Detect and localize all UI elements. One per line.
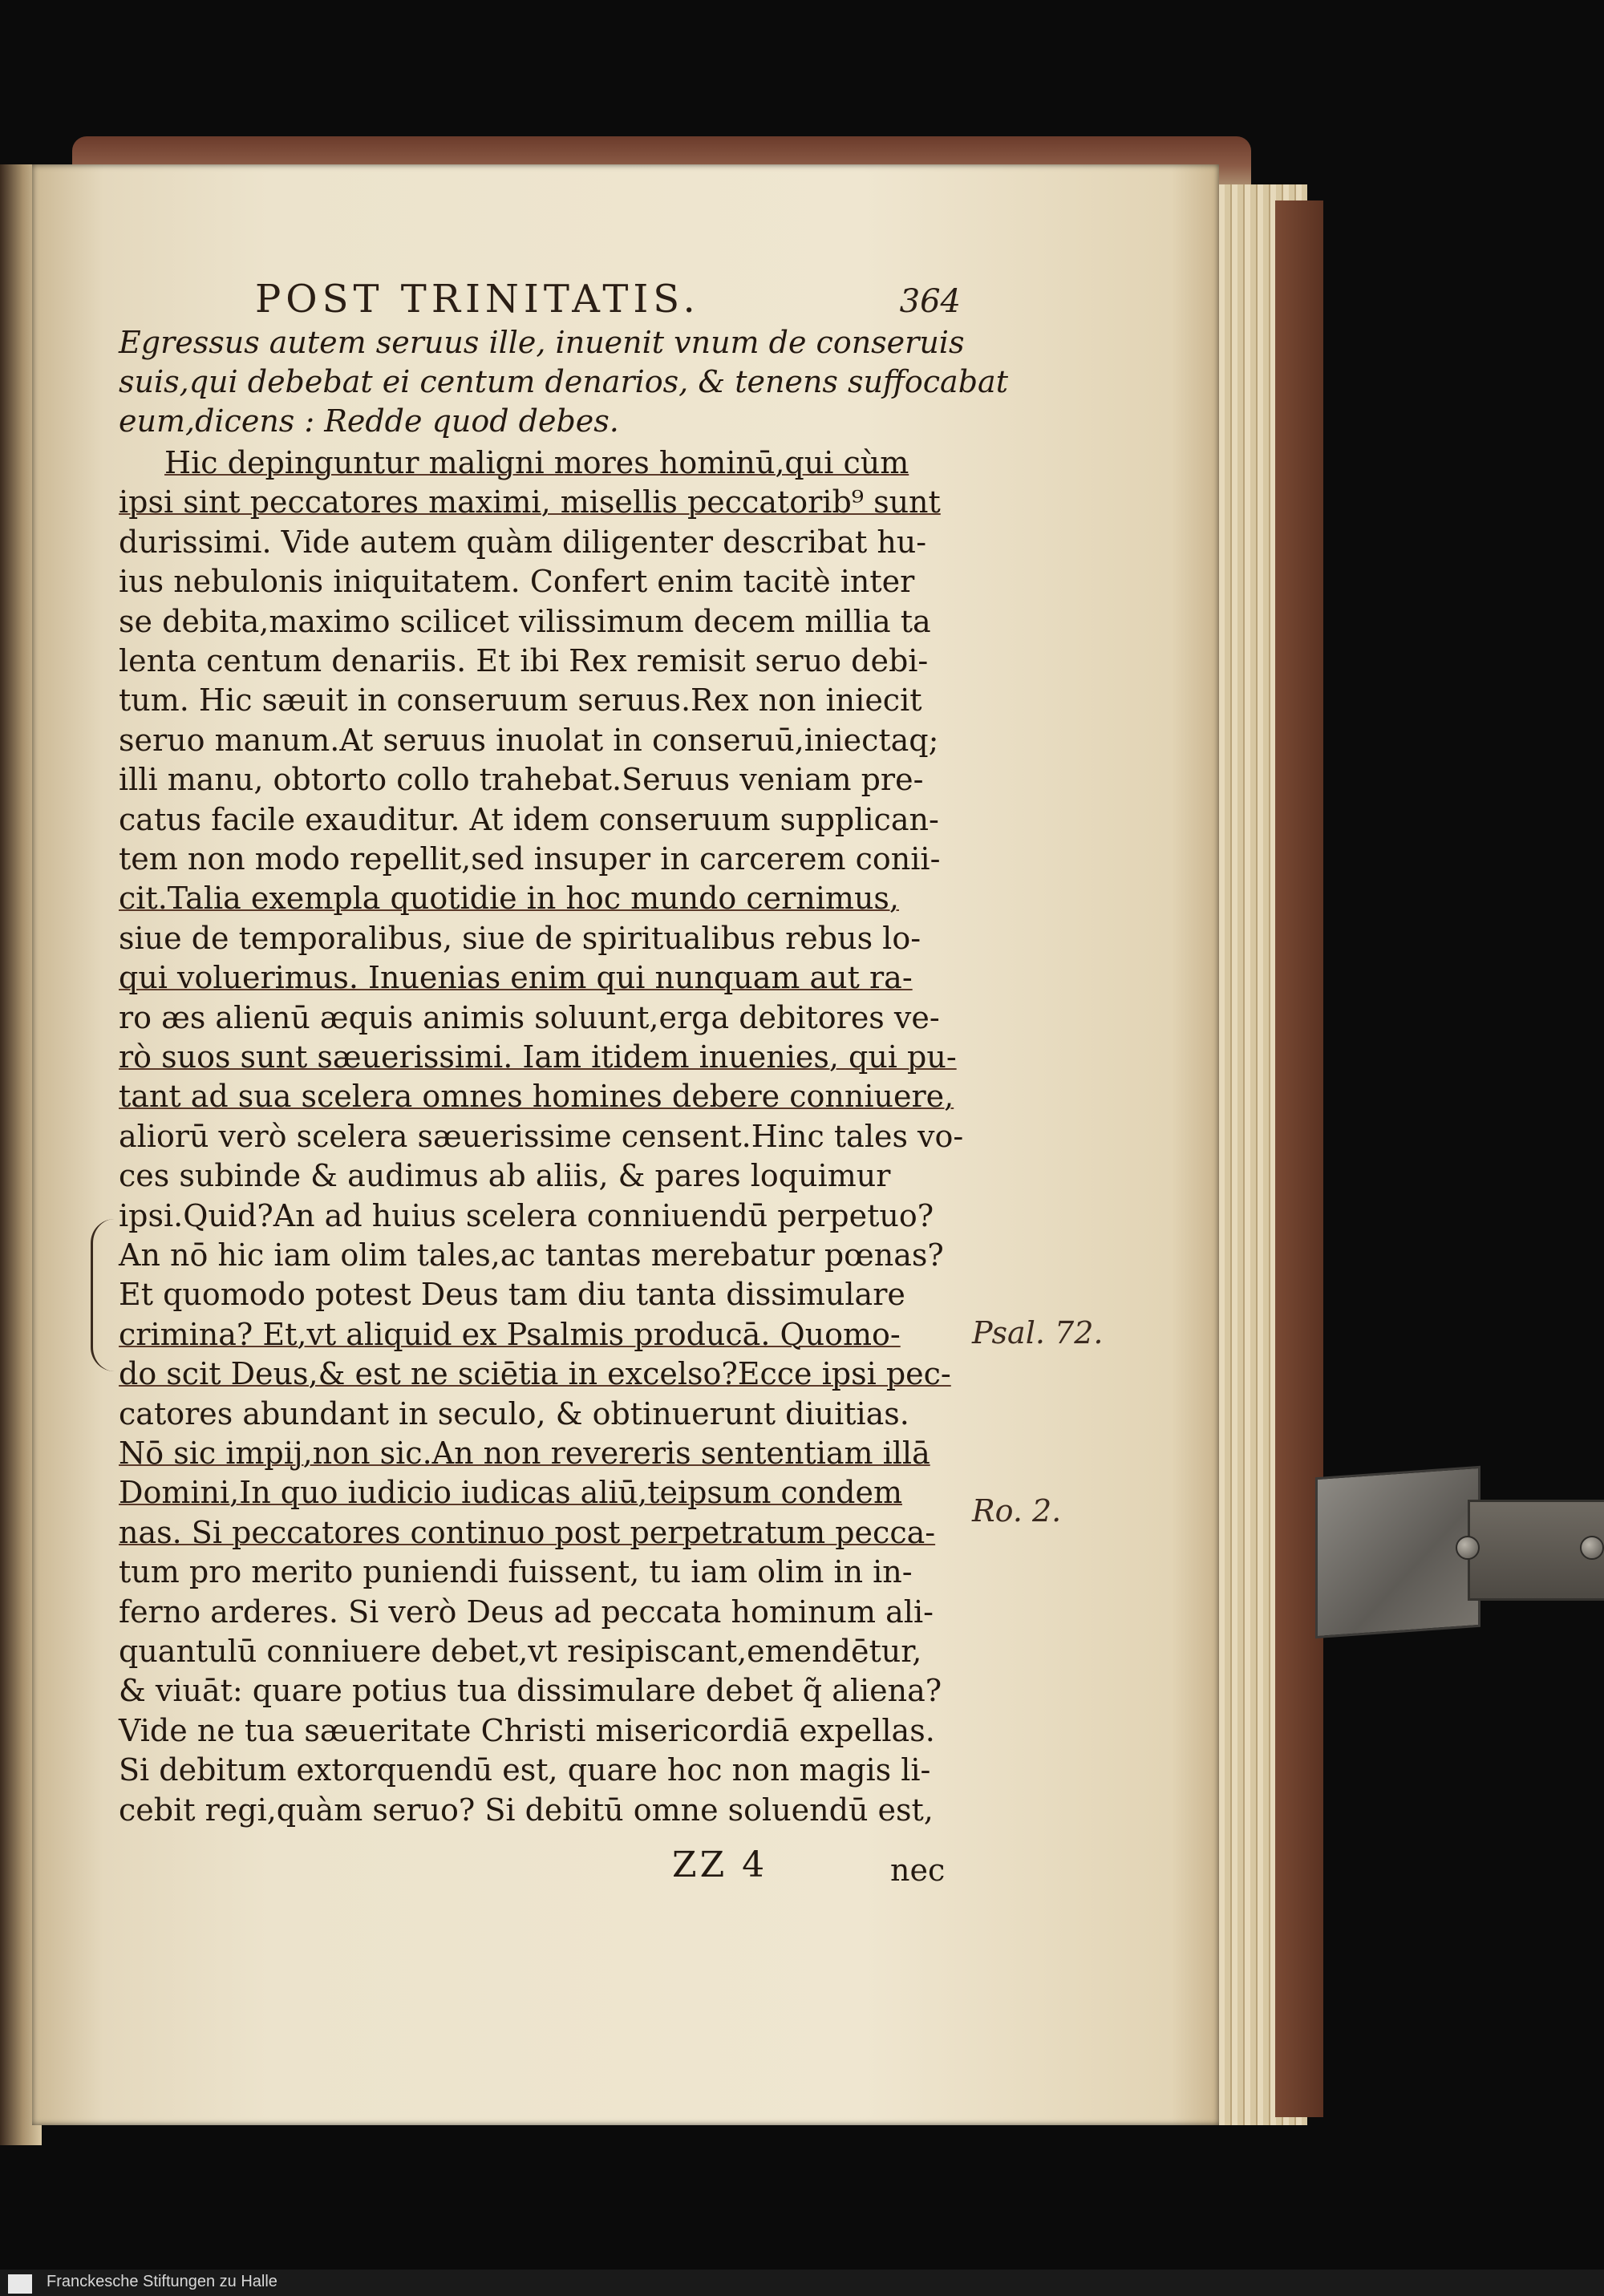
body-line: se debita,maximo scilicet vilissimum decem millia ta <box>119 603 931 639</box>
body-line: Et quomodo potest Deus tam diu tanta dissimulare <box>119 1277 905 1313</box>
footer-institution: Franckesche Stiftungen zu Halle <box>47 2273 277 2290</box>
body-line: tant ad sua scelera omnes homines debere conniuere, <box>119 1079 954 1115</box>
body-line: catores abundant in seculo, & obtinuerunt diuitias. <box>119 1395 909 1431</box>
body-line: ius nebulonis iniquitatem. Confert enim tacitè inter <box>119 564 915 600</box>
body-line: quantulū conniuere debet,vt resipiscant,emendētur, <box>119 1634 922 1669</box>
body-line: aliorū verò scelera sæuerissime censent.Hinc tales vo- <box>119 1118 964 1154</box>
clasp-rivet <box>1456 1536 1480 1560</box>
body-line: siue de temporalibus, siue de spiritualibus rebus lo- <box>119 920 921 956</box>
body-line: lenta centum denariis. Et ibi Rex remisit seruo debi- <box>119 643 929 678</box>
body-line: An nō hic iam olim tales,ac tantas merebatur pœnas? <box>119 1237 944 1273</box>
catchword: nec <box>890 1853 946 1888</box>
body-line: qui voluerimus. Inuenias enim qui nunquam aut ra- <box>119 960 913 996</box>
body-line: illi manu, obtorto collo trahebat.Seruus veniam pre- <box>119 762 924 798</box>
body-line: ro æs alienū æquis animis soluunt,erga debitores ve- <box>119 999 940 1035</box>
body-line: seruo manum.At seruus inuolat in conseruū,iniectaq; <box>119 722 939 758</box>
body-line: cebit regi,quàm seruo? Si debitū omne soluendū est, <box>119 1792 934 1828</box>
header-title: POST TRINITATIS. <box>255 277 700 322</box>
body-line: tem non modo repellit,sed insuper in carcerem conii- <box>119 841 941 877</box>
margin-note-romans: Ro. 2. <box>972 1493 1062 1529</box>
book-cover-edge <box>1275 200 1323 2117</box>
body-line: tum pro merito puniendi fuissent, tu iam olim in in- <box>119 1554 913 1590</box>
body-line: durissimi. Vide autem quàm diligenter describat hu- <box>119 524 927 560</box>
body-line: Domini,In quo iudicio iudicas aliū,teipsum condem <box>119 1475 902 1511</box>
body-line: Nō sic impij,non sic.An non revereris sententiam illā <box>119 1436 930 1471</box>
body-line: Vide ne tua sæueritate Christi misericordiā expellas. <box>119 1712 935 1748</box>
body-line: catus facile exauditur. At idem conseruum supplican- <box>119 801 939 837</box>
page-number: 364 <box>899 283 961 320</box>
intro-line: Egressus autem seruus ille, inuenit vnum de conseruis <box>119 325 965 360</box>
intro-line: suis,qui debebat ei centum denarios, & tenens suffocabat <box>119 364 1008 399</box>
body-line: Hic depinguntur maligni mores hominū,qui cùm <box>164 445 909 480</box>
body-line: do scit Deus,& est ne sciētia in excelso?Ecce ipsi pec- <box>119 1356 951 1392</box>
body-line: ferno arderes. Si verò Deus ad peccata hominum ali- <box>119 1593 934 1630</box>
margin-note-psalm: Psal. 72. <box>972 1315 1104 1350</box>
running-header <box>255 277 961 325</box>
body-line: ces subinde & audimus ab aliis, & pares loquimur <box>119 1158 891 1194</box>
clasp-rivet <box>1580 1536 1604 1560</box>
institution-logo <box>8 2274 32 2294</box>
body-line: crimina? Et,vt aliquid ex Psalmis producā. Quomo- <box>119 1316 901 1352</box>
body-line: rò suos sunt sæuerissimi. Iam itidem inuenies, qui pu- <box>119 1039 957 1075</box>
metal-clasp <box>1315 1456 1604 1664</box>
body-line: ipsi.Quid?An ad huius scelera conniuendū perpetuo? <box>119 1197 934 1233</box>
body-line: tum. Hic sæuit in conseruum seruus.Rex non iniecit <box>119 682 922 719</box>
body-line: nas. Si peccatores continuo post perpetratum pecca- <box>119 1514 936 1550</box>
body-line: cit.Talia exempla quotidie in hoc mundo cernimus, <box>119 881 900 917</box>
body-line: Si debitum extorquendū est, quare hoc non magis li- <box>119 1752 931 1788</box>
signature-mark: ZZ 4 <box>672 1844 768 1885</box>
body-line: & viuāt: quare potius tua dissimulare debet q̃ aliena? <box>119 1673 942 1709</box>
intro-line: eum,dicens : Redde quod debes. <box>119 403 619 439</box>
body-line: ipsi sint peccatores maximi, misellis peccatorib⁹ sunt <box>119 484 941 520</box>
margin-bracket <box>91 1219 120 1371</box>
